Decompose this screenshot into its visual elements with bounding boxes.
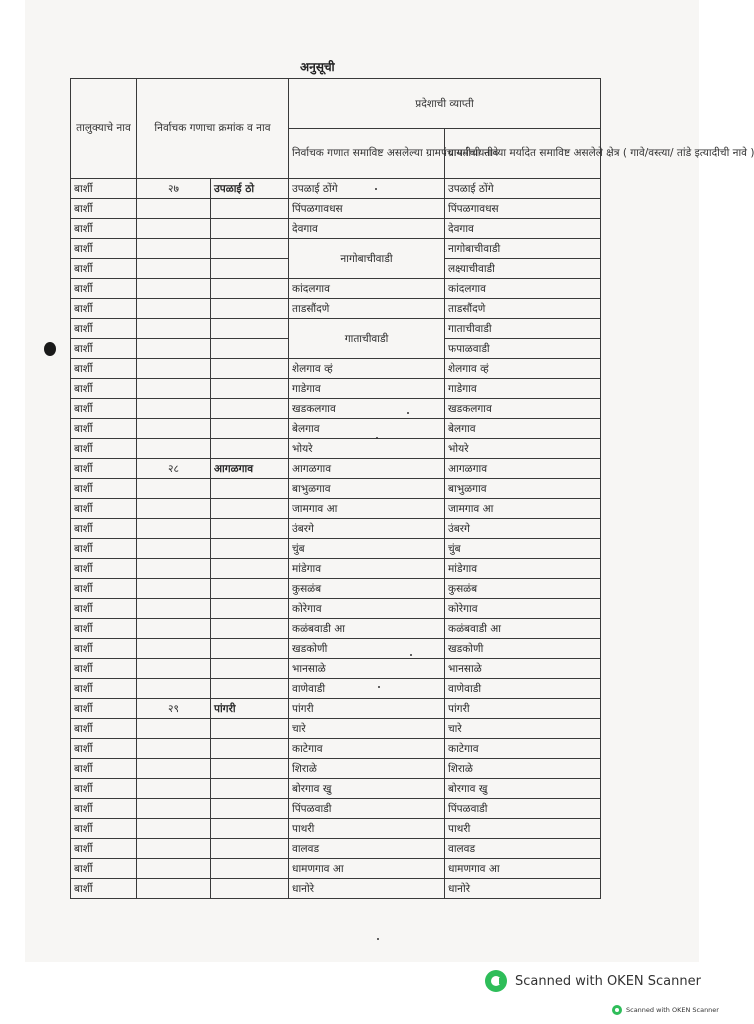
gram-panchayat-cell: देवगाव (289, 219, 445, 239)
constituency-number-cell: २८ (137, 459, 211, 479)
taluka-cell: बार्शी (71, 179, 137, 199)
header-constituency: निर्वाचक गणाचा क्रमांक व नाव (137, 79, 289, 179)
constituency-name-cell: आगळगाव (211, 459, 289, 479)
table-row (71, 879, 601, 899)
constituency-number-cell (137, 519, 211, 539)
village-cell: नागोबाचीवाडी (445, 239, 601, 259)
constituency-number-cell (137, 859, 211, 879)
table-row (71, 379, 601, 399)
constituency-name-cell (211, 639, 289, 659)
table-row (71, 439, 601, 459)
constituency-name-cell (211, 199, 289, 219)
taluka-cell: बार्शी (71, 339, 137, 359)
constituency-number-cell (137, 799, 211, 819)
taluka-cell: बार्शी (71, 219, 137, 239)
constituency-name-cell (211, 779, 289, 799)
table-row (71, 299, 601, 319)
constituency-number-cell (137, 819, 211, 839)
constituency-number-cell (137, 479, 211, 499)
constituency-name-cell (211, 439, 289, 459)
taluka-cell: बार्शी (71, 559, 137, 579)
village-cell: कळंबवाडी आ (445, 619, 601, 639)
village-cell: वाणेवाडी (445, 679, 601, 699)
constituency-name-cell (211, 859, 289, 879)
constituency-number-cell (137, 539, 211, 559)
constituency-number-cell (137, 279, 211, 299)
constituency-name-cell (211, 759, 289, 779)
taluka-cell: बार्शी (71, 299, 137, 319)
gram-panchayat-cell: ताडसौंदणे (289, 299, 445, 319)
village-cell: भोयरे (445, 439, 601, 459)
table-row (71, 839, 601, 859)
constituency-name-cell (211, 599, 289, 619)
gram-panchayat-cell: गाताचीवाडी (289, 319, 445, 359)
constituency-name-cell (211, 739, 289, 759)
constituency-name-cell (211, 879, 289, 899)
scan-speck (375, 188, 377, 190)
constituency-name-cell (211, 539, 289, 559)
constituency-number-cell (137, 399, 211, 419)
punch-hole-icon (44, 342, 56, 356)
taluka-cell: बार्शी (71, 359, 137, 379)
constituency-name-cell (211, 619, 289, 639)
village-cell: ताडसौंदणे (445, 299, 601, 319)
taluka-cell: बार्शी (71, 619, 137, 639)
taluka-cell: बार्शी (71, 859, 137, 879)
constituency-number-cell (137, 719, 211, 739)
constituency-name-cell (211, 579, 289, 599)
gram-panchayat-cell: काटेगाव (289, 739, 445, 759)
village-cell: फपाळवाडी (445, 339, 601, 359)
taluka-cell: बार्शी (71, 779, 137, 799)
taluka-cell: बार्शी (71, 199, 137, 219)
table-row (71, 319, 601, 339)
taluka-cell: बार्शी (71, 679, 137, 699)
village-cell: देवगाव (445, 219, 601, 239)
gram-panchayat-cell: उंबरगे (289, 519, 445, 539)
constituency-number-cell (137, 679, 211, 699)
constituency-number-cell (137, 219, 211, 239)
taluka-cell: बार्शी (71, 399, 137, 419)
taluka-cell: बार्शी (71, 639, 137, 659)
taluka-cell: बार्शी (71, 579, 137, 599)
village-cell: पिंपळवाडी (445, 799, 601, 819)
constituency-name-cell (211, 519, 289, 539)
constituency-name-cell (211, 659, 289, 679)
table-row (71, 799, 601, 819)
constituency-number-cell (137, 879, 211, 899)
constituency-number-cell (137, 379, 211, 399)
gram-panchayat-cell: शिराळे (289, 759, 445, 779)
taluka-cell: बार्शी (71, 839, 137, 859)
table-row (71, 199, 601, 219)
village-cell: पाथरी (445, 819, 601, 839)
village-cell: खडकोणी (445, 639, 601, 659)
constituency-name-cell (211, 299, 289, 319)
taluka-cell: बार्शी (71, 479, 137, 499)
gram-panchayat-cell: पांगरी (289, 699, 445, 719)
constituency-number-cell (137, 639, 211, 659)
table-row (71, 679, 601, 699)
taluka-cell: बार्शी (71, 459, 137, 479)
table-row (71, 279, 601, 299)
taluka-cell: बार्शी (71, 699, 137, 719)
taluka-cell: बार्शी (71, 819, 137, 839)
table-row (71, 599, 601, 619)
taluka-cell: बार्शी (71, 879, 137, 899)
village-cell: धामणगाव आ (445, 859, 601, 879)
gram-panchayat-cell: कुसळंब (289, 579, 445, 599)
taluka-cell: बार्शी (71, 739, 137, 759)
table-row (71, 239, 601, 259)
village-cell: बोरगाव खु (445, 779, 601, 799)
oken-scanner-logo-icon (485, 970, 507, 992)
table-row (71, 719, 601, 739)
village-cell: शेलगाव व्हं (445, 359, 601, 379)
village-cell: खडकलगाव (445, 399, 601, 419)
scan-speck (378, 686, 380, 688)
gram-panchayat-cell: धामणगाव आ (289, 859, 445, 879)
village-cell: मांडेगाव (445, 559, 601, 579)
gram-panchayat-cell: पिंपळवाडी (289, 799, 445, 819)
constituency-name-cell (211, 339, 289, 359)
taluka-cell: बार्शी (71, 539, 137, 559)
table-row (71, 659, 601, 679)
constituency-name-cell (211, 219, 289, 239)
gram-panchayat-cell: गाडेगाव (289, 379, 445, 399)
schedule-table (70, 78, 754, 899)
table-row (71, 459, 601, 479)
constituency-number-cell (137, 199, 211, 219)
taluka-cell: बार्शी (71, 379, 137, 399)
constituency-name-cell (211, 499, 289, 519)
table-row (71, 499, 601, 519)
constituency-name-cell (211, 819, 289, 839)
taluka-cell: बार्शी (71, 259, 137, 279)
header-gram-panchayat: निर्वाचक गणात समाविष्ट असलेल्या ग्रामपंचायतीची नावे (289, 129, 445, 179)
constituency-name-cell (211, 419, 289, 439)
gram-panchayat-cell: शेलगाव व्हं (289, 359, 445, 379)
village-cell: गाडेगाव (445, 379, 601, 399)
constituency-name-cell (211, 799, 289, 819)
constituency-number-cell (137, 599, 211, 619)
table-row (71, 619, 601, 639)
page-title: अनुसूची (300, 60, 335, 74)
gram-panchayat-cell: बोरगाव खु (289, 779, 445, 799)
scan-speck (407, 412, 409, 414)
constituency-number-cell (137, 339, 211, 359)
gram-panchayat-cell: धानोरे (289, 879, 445, 899)
village-cell: उंबरगे (445, 519, 601, 539)
gram-panchayat-cell: बेलगाव (289, 419, 445, 439)
constituency-name-cell (211, 259, 289, 279)
gram-panchayat-cell: कोरेगाव (289, 599, 445, 619)
constituency-number-cell (137, 419, 211, 439)
scanner-watermark-small-text: Scanned with OKEN Scanner (626, 1006, 719, 1014)
gram-panchayat-cell: चुंब (289, 539, 445, 559)
gram-panchayat-cell: कांदलगाव (289, 279, 445, 299)
table-row (71, 399, 601, 419)
constituency-name-cell (211, 319, 289, 339)
table-row (71, 539, 601, 559)
constituency-name-cell (211, 279, 289, 299)
constituency-name-cell (211, 839, 289, 859)
constituency-number-cell (137, 319, 211, 339)
taluka-cell: बार्शी (71, 519, 137, 539)
oken-scanner-small-logo-icon (612, 1005, 622, 1015)
scan-speck (410, 654, 412, 656)
constituency-name-cell: उपळाई ठो (211, 179, 289, 199)
constituency-number-cell (137, 759, 211, 779)
taluka-cell: बार्शी (71, 719, 137, 739)
table-row (71, 739, 601, 759)
village-cell: काटेगाव (445, 739, 601, 759)
table-row (71, 579, 601, 599)
village-cell: बेलगाव (445, 419, 601, 439)
scanner-watermark (485, 970, 701, 992)
table-row (71, 819, 601, 839)
table-row (71, 859, 601, 879)
constituency-name-cell (211, 559, 289, 579)
constituency-name-cell (211, 379, 289, 399)
village-cell: उपळाई ठोंगे (445, 179, 601, 199)
constituency-number-cell (137, 739, 211, 759)
constituency-number-cell (137, 439, 211, 459)
village-cell: कुसळंब (445, 579, 601, 599)
village-cell: शिराळे (445, 759, 601, 779)
gram-panchayat-cell: उपळाई ठोंगे (289, 179, 445, 199)
constituency-number-cell: २९ (137, 699, 211, 719)
village-cell: जामगाव आ (445, 499, 601, 519)
taluka-cell: बार्शी (71, 239, 137, 259)
gram-panchayat-cell: भोयरे (289, 439, 445, 459)
table-row (71, 219, 601, 239)
constituency-number-cell (137, 659, 211, 679)
village-cell: पांगरी (445, 699, 601, 719)
gram-panchayat-cell: वाणेवाडी (289, 679, 445, 699)
village-cell: गाताचीवाडी (445, 319, 601, 339)
village-cell: चुंब (445, 539, 601, 559)
constituency-number-cell (137, 359, 211, 379)
table-row (71, 479, 601, 499)
constituency-number-cell (137, 299, 211, 319)
scan-speck (377, 938, 379, 940)
table-row (71, 419, 601, 439)
taluka-cell: बार्शी (71, 599, 137, 619)
village-cell: लक्ष्याचीवाडी (445, 259, 601, 279)
header-region: प्रदेशाची व्याप्ती (289, 79, 601, 129)
taluka-cell: बार्शी (71, 439, 137, 459)
constituency-number-cell (137, 839, 211, 859)
taluka-cell: बार्शी (71, 279, 137, 299)
table-row (71, 639, 601, 659)
taluka-cell: बार्शी (71, 659, 137, 679)
gram-panchayat-cell: जामगाव आ (289, 499, 445, 519)
gram-panchayat-cell: मांडेगाव (289, 559, 445, 579)
taluka-cell: बार्शी (71, 759, 137, 779)
scanner-watermark-text: Scanned with OKEN Scanner (515, 973, 701, 989)
constituency-number-cell (137, 619, 211, 639)
taluka-cell: बार्शी (71, 319, 137, 339)
table-row (71, 779, 601, 799)
gram-panchayat-cell: नागोबाचीवाडी (289, 239, 445, 279)
constituency-name-cell (211, 679, 289, 699)
header-area: ग्रामपंचायतीच्या मर्यादेत समाविष्ट असलेले क्षेत्र ( गावे/वस्त्या/ तांडे इत्यादीची नावे ) (445, 129, 601, 179)
constituency-number-cell: २७ (137, 179, 211, 199)
constituency-name-cell (211, 719, 289, 739)
village-cell: कोरेगाव (445, 599, 601, 619)
gram-panchayat-cell: आगळगाव (289, 459, 445, 479)
village-cell: भानसाळे (445, 659, 601, 679)
gram-panchayat-cell: पाथरी (289, 819, 445, 839)
village-cell: पिंपळगावधस (445, 199, 601, 219)
table-row (71, 559, 601, 579)
taluka-cell: बार्शी (71, 419, 137, 439)
gram-panchayat-cell: पिंपळगावधस (289, 199, 445, 219)
constituency-name-cell (211, 399, 289, 419)
table-row (71, 699, 601, 719)
village-cell: चारे (445, 719, 601, 739)
constituency-name-cell (211, 479, 289, 499)
table-row (71, 359, 601, 379)
constituency-number-cell (137, 239, 211, 259)
taluka-cell: बार्शी (71, 799, 137, 819)
constituency-number-cell (137, 499, 211, 519)
gram-panchayat-cell: खडकोणी (289, 639, 445, 659)
constituency-number-cell (137, 579, 211, 599)
constituency-number-cell (137, 259, 211, 279)
table-row (71, 759, 601, 779)
table-row (71, 519, 601, 539)
constituency-number-cell (137, 779, 211, 799)
village-cell: बाभुळगाव (445, 479, 601, 499)
constituency-name-cell (211, 359, 289, 379)
header-taluka: तालुक्याचे नाव (71, 79, 137, 179)
gram-panchayat-cell: चारे (289, 719, 445, 739)
gram-panchayat-cell: कळंबवाडी आ (289, 619, 445, 639)
village-cell: धानोरे (445, 879, 601, 899)
schedule-rows (71, 179, 601, 899)
scan-speck (376, 437, 378, 439)
constituency-name-cell: पांगरी (211, 699, 289, 719)
gram-panchayat-cell: भानसाळे (289, 659, 445, 679)
village-cell: वालवड (445, 839, 601, 859)
constituency-number-cell (137, 559, 211, 579)
taluka-cell: बार्शी (71, 499, 137, 519)
gram-panchayat-cell: खडकलगाव (289, 399, 445, 419)
gram-panchayat-cell: बाभुळगाव (289, 479, 445, 499)
constituency-name-cell (211, 239, 289, 259)
scanner-watermark-small (612, 1005, 719, 1015)
village-cell: आगळगाव (445, 459, 601, 479)
village-cell: कांदलगाव (445, 279, 601, 299)
gram-panchayat-cell: वालवड (289, 839, 445, 859)
table-row (71, 179, 601, 199)
